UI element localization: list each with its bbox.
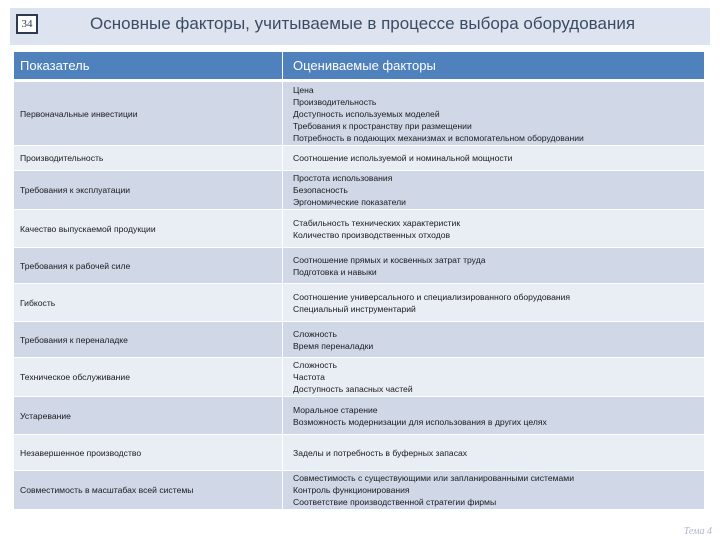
factor-item: Заделы и потребность в буферных запасах [293,447,468,458]
indicator-cell: Совместимость в масштабах всей системы [14,471,282,510]
factor-item: Соотношение прямых и косвенных затрат труда [293,254,486,265]
indicator-cell: Гибкость [14,284,282,322]
indicator-cell: Качество выпускаемой продукции [14,210,282,248]
indicator-cell: Техническое обслуживание [14,358,282,397]
factor-item: Соотношение используемой и номинальной мощности [293,153,513,163]
table-row [14,397,704,435]
factor-item: Совместимость с существующими или запланированными системами [293,473,575,483]
factor-item: Сложность [293,360,337,370]
factors-cell [282,171,704,210]
factor-item: Подготовка и навыки [293,266,377,277]
slide-footer: Тема 4 [683,526,712,537]
factor-item: Доступность используемых моделей [293,108,440,119]
table-row [14,358,704,397]
slide-title: Основные факторы, учитываемые в процессе выбора оборудования [90,14,636,33]
factors-cell [282,82,704,146]
factor-item: Контроль функционирования [293,485,410,495]
table-row [14,435,704,471]
factor-item: Доступность запасных частей [293,384,413,394]
factor-item: Частота [293,372,325,382]
factors-cell [282,146,704,171]
table-header-row [14,52,704,82]
factors-cell [282,397,704,435]
factor-item: Количество производственных отходов [293,229,451,240]
factor-item: Производительность [293,96,377,107]
factor-item: Сложность [293,328,337,339]
factor-item: Потребность в подающих механизмах и вспомогательном оборудовании [293,132,584,143]
factors-cell [282,210,704,248]
factor-item: Простота использования [293,173,393,183]
indicator-cell: Требования к эксплуатации [14,171,282,210]
indicator-cell: Требования к переналадке [14,322,282,358]
factors-cell [282,322,704,358]
table-row [14,82,704,146]
factor-item: Цена [293,84,314,95]
header-factors: Оцениваемые факторы [282,52,704,82]
table-row [14,210,704,248]
slide-number-badge: 34 [16,14,38,34]
factor-item: Эргономические показатели [293,197,406,207]
table-row [14,248,704,284]
factor-item: Возможность модернизации для использования в других целях [293,416,547,427]
header-indicator: Показатель [14,52,282,82]
factor-item: Стабильность технических характеристик [293,217,461,228]
factor-item: Соответствие производственной стратегии фирмы [293,497,497,507]
indicator-cell: Требования к рабочей силе [14,248,282,284]
factors-cell [282,248,704,284]
factor-item: Моральное старение [293,404,378,415]
table-row [14,322,704,358]
table-body [14,82,704,510]
table-row [14,284,704,322]
factors-cell [282,358,704,397]
table-row [14,171,704,210]
factors-cell [282,284,704,322]
factors-cell [282,435,704,471]
indicator-cell: Устаревание [14,397,282,435]
factor-item: Время переналадки [293,340,374,351]
factors-table [14,52,704,510]
table-row [14,471,704,510]
indicator-cell: Первоначальные инвестиции [14,82,282,146]
slide-header [10,8,710,45]
factors-cell [282,471,704,510]
table-row [14,146,704,171]
indicator-cell: Незавершенное производство [14,435,282,471]
factor-item: Требования к пространству при размещении [293,120,472,131]
factor-item: Соотношение универсального и специализированного оборудования [293,291,571,302]
indicator-cell: Производительность [14,146,282,171]
factor-item: Специальный инструментарий [293,303,416,314]
factor-item: Безопасность [293,185,348,195]
